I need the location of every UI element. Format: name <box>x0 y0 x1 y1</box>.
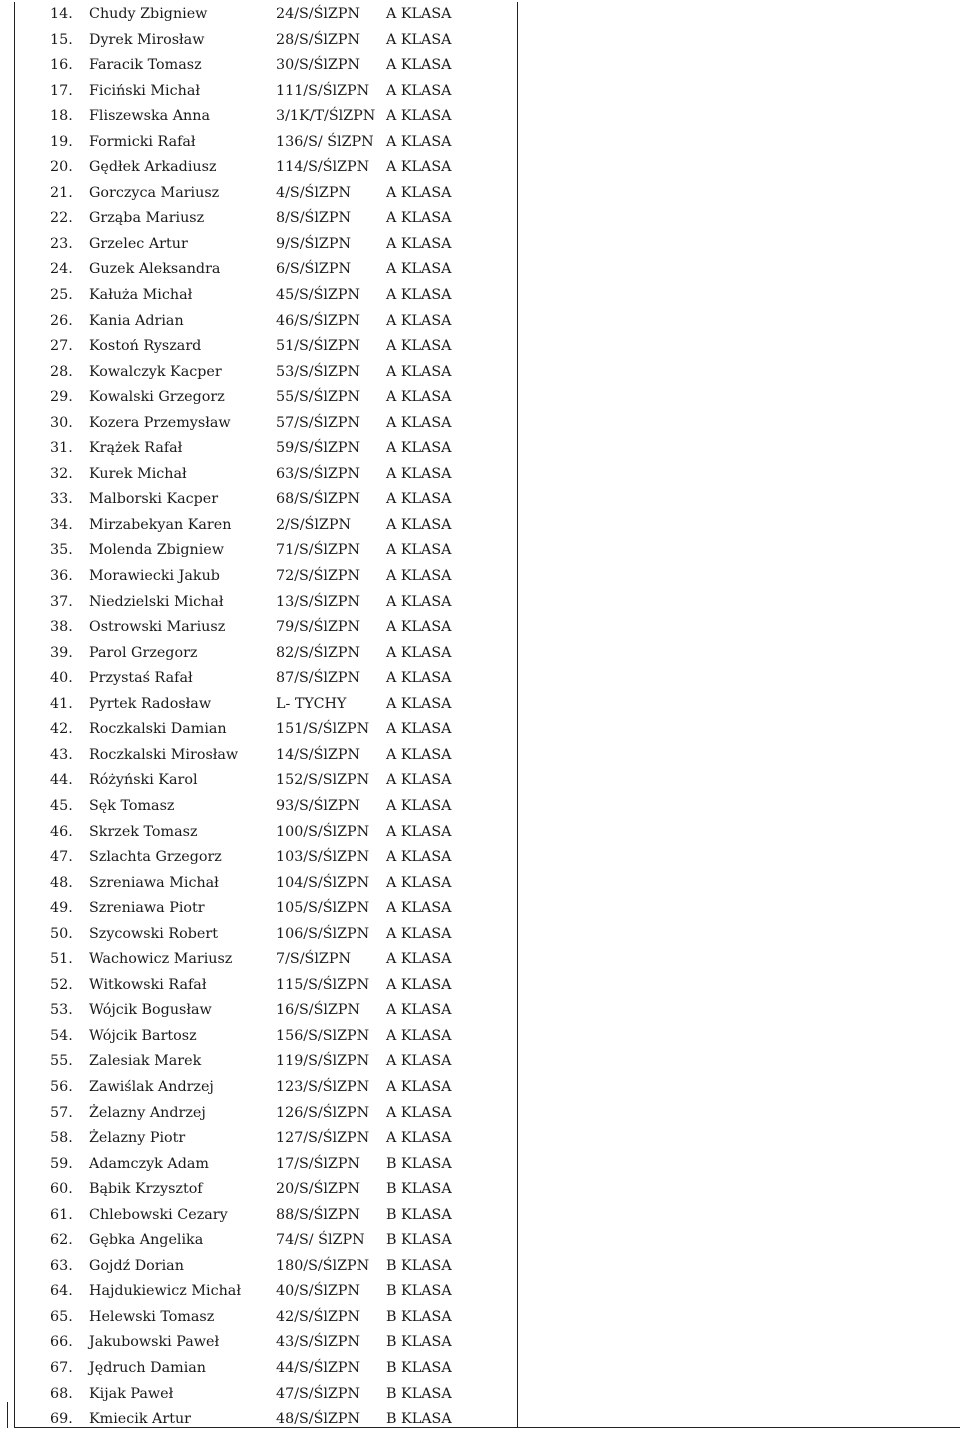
license-number: 136/S/ ŚlZPN <box>276 133 374 150</box>
license-number: 71/S/ŚlZPN <box>276 542 361 559</box>
license-number: 93/S/ŚlZPN <box>276 797 361 814</box>
table-row <box>0 28 517 54</box>
referee-class: A KLASA <box>386 670 452 687</box>
referee-class: A KLASA <box>386 925 452 942</box>
row-number: 62. <box>50 1232 73 1249</box>
row-number: 56. <box>50 1078 73 1095</box>
row-number: 54. <box>50 1027 73 1044</box>
row-number: 32. <box>50 465 73 482</box>
person-name: Zalesiak Marek <box>89 1053 202 1070</box>
person-name: Pyrtek Radosław <box>89 695 212 712</box>
license-number: 45/S/ŚlZPN <box>276 287 361 304</box>
license-number: 88/S/ŚlZPN <box>276 1206 361 1223</box>
license-number: 119/S/ŚlZPN <box>276 1053 370 1070</box>
person-name: Jędruch Damian <box>89 1359 206 1376</box>
row-number: 36. <box>50 568 73 585</box>
person-name: Fliszewska Anna <box>89 108 210 125</box>
person-name: Kowalski Grzegorz <box>89 389 225 406</box>
license-number: 16/S/ŚlZPN <box>276 1002 361 1019</box>
row-number: 55. <box>50 1053 73 1070</box>
table-row <box>0 692 517 718</box>
referee-class: A KLASA <box>386 1053 452 1070</box>
referee-class: A KLASA <box>386 797 452 814</box>
referee-class: A KLASA <box>386 6 452 22</box>
person-name: Faracik Tomasz <box>89 57 202 74</box>
person-name: Gębka Angelika <box>89 1232 204 1249</box>
row-number: 66. <box>50 1334 73 1351</box>
license-number: 2/S/ŚlZPN <box>276 516 351 533</box>
row-number: 15. <box>50 31 73 48</box>
row-number: 23. <box>50 235 73 252</box>
referee-class: B KLASA <box>386 1206 452 1223</box>
referee-class: A KLASA <box>386 312 452 329</box>
person-name: Zawiślak Andrzej <box>89 1078 214 1095</box>
referee-class: A KLASA <box>386 644 452 661</box>
row-number: 64. <box>50 1283 73 1300</box>
table-row <box>0 973 517 999</box>
referee-class: A KLASA <box>386 414 452 431</box>
table-row <box>0 309 517 335</box>
table-row <box>0 1049 517 1075</box>
person-name: Bąbik Krzysztof <box>89 1181 203 1198</box>
license-number: 44/S/ŚlZPN <box>276 1359 361 1376</box>
license-number: 151/S/ŚlZPN <box>276 721 370 738</box>
person-name: Malborski Kacper <box>89 491 219 508</box>
table-row <box>0 820 517 846</box>
row-number: 34. <box>50 516 73 533</box>
license-number: 103/S/ŚlZPN <box>276 849 370 866</box>
person-name: Szreniawa Michał <box>89 874 219 891</box>
row-number: 41. <box>50 695 73 712</box>
person-name: Molenda Zbigniew <box>89 542 224 559</box>
referee-class: A KLASA <box>386 823 452 840</box>
referee-class: A KLASA <box>386 772 452 789</box>
license-number: 6/S/ŚlZPN <box>276 261 351 278</box>
row-number: 63. <box>50 1257 73 1274</box>
row-number: 65. <box>50 1308 73 1325</box>
table-row <box>0 1330 517 1356</box>
license-number: 40/S/ŚlZPN <box>276 1283 361 1300</box>
table-row <box>0 538 517 564</box>
person-name: Chudy Zbigniew <box>89 6 208 22</box>
table-row <box>0 947 517 973</box>
row-number: 22. <box>50 210 73 227</box>
row-number: 48. <box>50 874 73 891</box>
row-number: 51. <box>50 951 73 968</box>
license-number: 20/S/ŚlZPN <box>276 1181 361 1198</box>
person-name: Guzek Aleksandra <box>89 261 221 278</box>
referee-class: A KLASA <box>386 849 452 866</box>
referee-class: B KLASA <box>386 1232 452 1249</box>
referee-class: A KLASA <box>386 210 452 227</box>
license-number: 156/S/SlZPN <box>276 1027 370 1044</box>
person-name: Roczkalski Damian <box>89 721 227 738</box>
person-name: Żelazny Piotr <box>89 1130 186 1147</box>
referee-class: A KLASA <box>386 491 452 508</box>
table-row <box>0 130 517 156</box>
referee-class: B KLASA <box>386 1334 452 1351</box>
referee-class: B KLASA <box>386 1385 452 1402</box>
row-number: 37. <box>50 593 73 610</box>
license-number: 4/S/ŚlZPN <box>276 184 351 201</box>
referee-class: A KLASA <box>386 184 452 201</box>
table-row <box>0 462 517 488</box>
table-row <box>0 666 517 692</box>
row-number: 26. <box>50 312 73 329</box>
row-number: 68. <box>50 1385 73 1402</box>
person-name: Jakubowski Paweł <box>89 1334 220 1351</box>
referee-class: A KLASA <box>386 1104 452 1121</box>
license-number: 7/S/ŚlZPN <box>276 951 351 968</box>
referee-class: B KLASA <box>386 1359 452 1376</box>
person-name: Kozera Przemysław <box>89 414 231 431</box>
row-number: 61. <box>50 1206 73 1223</box>
referee-class: A KLASA <box>386 440 452 457</box>
license-number: 126/S/ŚlZPN <box>276 1104 370 1121</box>
license-number: 106/S/ŚlZPN <box>276 925 370 942</box>
license-number: 59/S/ŚlZPN <box>276 440 361 457</box>
table-row <box>0 283 517 309</box>
table-row <box>0 1305 517 1331</box>
license-number: 51/S/ŚlZPN <box>276 338 361 355</box>
row-number: 30. <box>50 414 73 431</box>
row-number: 21. <box>50 184 73 201</box>
row-number: 43. <box>50 746 73 763</box>
row-number: 33. <box>50 491 73 508</box>
table-row <box>0 206 517 232</box>
row-number: 20. <box>50 159 73 176</box>
referee-list <box>0 2 517 1433</box>
table-row <box>0 436 517 462</box>
referee-class: A KLASA <box>386 465 452 482</box>
table-row <box>0 2 517 28</box>
table-row <box>0 922 517 948</box>
license-number: 63/S/ŚlZPN <box>276 465 361 482</box>
referee-class: A KLASA <box>386 593 452 610</box>
referee-class: A KLASA <box>386 568 452 585</box>
table-row <box>0 1407 517 1433</box>
license-number: 152/S/SlZPN <box>276 772 370 789</box>
table-row <box>0 794 517 820</box>
table-row <box>0 155 517 181</box>
row-number: 44. <box>50 772 73 789</box>
table-row <box>0 896 517 922</box>
license-number: 42/S/ŚlZPN <box>276 1308 361 1325</box>
person-name: Roczkalski Mirosław <box>89 746 239 763</box>
person-name: Szreniawa Piotr <box>89 900 205 917</box>
license-number: 123/S/ŚlZPN <box>276 1078 370 1095</box>
license-number: 57/S/ŚlZPN <box>276 414 361 431</box>
person-name: Szycowski Robert <box>89 925 218 942</box>
row-number: 18. <box>50 108 73 125</box>
license-number: 13/S/ŚlZPN <box>276 593 361 610</box>
referee-class: A KLASA <box>386 31 452 48</box>
table-row <box>0 1101 517 1127</box>
referee-class: A KLASA <box>386 721 452 738</box>
person-name: Morawiecki Jakub <box>89 568 220 585</box>
referee-class: B KLASA <box>386 1283 452 1300</box>
person-name: Grzelec Artur <box>89 235 188 252</box>
row-number: 57. <box>50 1104 73 1121</box>
person-name: Helewski Tomasz <box>89 1308 215 1325</box>
table-row <box>0 334 517 360</box>
referee-class: A KLASA <box>386 746 452 763</box>
person-name: Różyński Karol <box>89 772 198 789</box>
license-number: 115/S/ŚlZPN <box>276 976 370 993</box>
person-name: Formicki Rafał <box>89 133 196 150</box>
referee-class: A KLASA <box>386 900 452 917</box>
referee-class: A KLASA <box>386 133 452 150</box>
license-number: 9/S/ŚlZPN <box>276 235 351 252</box>
table-row <box>0 1203 517 1229</box>
table-row <box>0 1228 517 1254</box>
referee-class: A KLASA <box>386 108 452 125</box>
table-row <box>0 743 517 769</box>
license-number: 74/S/ ŚlZPN <box>276 1232 365 1249</box>
license-number: 24/S/ŚlZPN <box>276 6 361 22</box>
table-row <box>0 104 517 130</box>
person-name: Gędłek Arkadiusz <box>89 159 217 176</box>
license-number: 68/S/ŚlZPN <box>276 491 361 508</box>
person-name: Kowalczyk Kacper <box>89 363 222 380</box>
license-number: 87/S/ŚlZPN <box>276 670 361 687</box>
person-name: Przystaś Rafał <box>89 670 193 687</box>
license-number: 105/S/ŚlZPN <box>276 900 370 917</box>
row-number: 35. <box>50 542 73 559</box>
person-name: Skrzek Tomasz <box>89 823 198 840</box>
row-number: 16. <box>50 57 73 74</box>
row-number: 49. <box>50 900 73 917</box>
row-number: 67. <box>50 1359 73 1376</box>
table-row <box>0 1356 517 1382</box>
table-row <box>0 1152 517 1178</box>
row-number: 24. <box>50 261 73 278</box>
license-number: 17/S/ŚlZPN <box>276 1155 361 1172</box>
row-number: 42. <box>50 721 73 738</box>
row-number: 27. <box>50 338 73 355</box>
table-row <box>0 411 517 437</box>
license-number: 48/S/ŚlZPN <box>276 1411 361 1428</box>
row-number: 39. <box>50 644 73 661</box>
row-number: 69. <box>50 1411 73 1428</box>
referee-class: B KLASA <box>386 1257 452 1274</box>
table-row <box>0 590 517 616</box>
license-number: 79/S/ŚlZPN <box>276 619 361 636</box>
row-number: 58. <box>50 1130 73 1147</box>
table-row <box>0 53 517 79</box>
referee-class: A KLASA <box>386 542 452 559</box>
license-number: 8/S/ŚlZPN <box>276 210 351 227</box>
row-number: 38. <box>50 619 73 636</box>
person-name: Grząba Mariusz <box>89 210 205 227</box>
person-name: Parol Grzegorz <box>89 644 198 661</box>
referee-class: A KLASA <box>386 516 452 533</box>
referee-class: A KLASA <box>386 235 452 252</box>
license-number: 28/S/ŚlZPN <box>276 31 361 48</box>
license-number: 180/S/ŚlZPN <box>276 1257 370 1274</box>
table-row <box>0 871 517 897</box>
person-name: Dyrek Mirosław <box>89 31 205 48</box>
referee-class: A KLASA <box>386 1002 452 1019</box>
license-number: 3/1K/T/ŚlZPN <box>276 108 376 125</box>
row-number: 60. <box>50 1181 73 1198</box>
referee-class: A KLASA <box>386 951 452 968</box>
license-number: 127/S/ŚlZPN <box>276 1130 370 1147</box>
referee-class: A KLASA <box>386 287 452 304</box>
table-row <box>0 1024 517 1050</box>
license-number: 104/S/ŚlZPN <box>276 874 370 891</box>
table-row <box>0 360 517 386</box>
license-number: 82/S/ŚlZPN <box>276 644 361 661</box>
referee-class: A KLASA <box>386 1027 452 1044</box>
column-divider <box>517 2 518 1428</box>
referee-class: A KLASA <box>386 695 452 712</box>
table-row <box>0 1075 517 1101</box>
person-name: Witkowski Rafał <box>89 976 207 993</box>
person-name: Gojdź Dorian <box>89 1257 184 1274</box>
person-name: Kostoń Ryszard <box>89 338 202 355</box>
referee-class: B KLASA <box>386 1411 452 1428</box>
person-name: Wachowicz Mariusz <box>89 951 233 968</box>
table-row <box>0 615 517 641</box>
person-name: Mirzabekyan Karen <box>89 516 232 533</box>
license-number: 53/S/ŚlZPN <box>276 363 361 380</box>
person-name: Wójcik Bogusław <box>89 1002 212 1019</box>
row-number: 25. <box>50 287 73 304</box>
referee-class: A KLASA <box>386 1078 452 1095</box>
table-row <box>0 1279 517 1305</box>
row-number: 29. <box>50 389 73 406</box>
referee-class: A KLASA <box>386 338 452 355</box>
row-number: 50. <box>50 925 73 942</box>
referee-class: A KLASA <box>386 976 452 993</box>
person-name: Sęk Tomasz <box>89 797 175 814</box>
row-number: 52. <box>50 976 73 993</box>
license-number: 114/S/ŚlZPN <box>276 159 370 176</box>
row-number: 14. <box>50 6 73 22</box>
license-number: 100/S/ŚlZPN <box>276 823 370 840</box>
person-name: Kałuża Michał <box>89 287 193 304</box>
license-number: 14/S/ŚlZPN <box>276 746 361 763</box>
person-name: Kijak Paweł <box>89 1385 174 1402</box>
referee-class: A KLASA <box>386 1130 452 1147</box>
table-row <box>0 385 517 411</box>
row-number: 47. <box>50 849 73 866</box>
row-number: 28. <box>50 363 73 380</box>
person-name: Kurek Michał <box>89 465 187 482</box>
row-number: 17. <box>50 82 73 99</box>
person-name: Niedzielski Michał <box>89 593 224 610</box>
person-name: Ficiński Michał <box>89 82 200 99</box>
license-number: 30/S/ŚlZPN <box>276 57 361 74</box>
license-number: 72/S/ŚlZPN <box>276 568 361 585</box>
license-number: L- TYCHY <box>276 695 347 712</box>
table-row <box>0 487 517 513</box>
referee-class: A KLASA <box>386 619 452 636</box>
person-name: Ostrowski Mariusz <box>89 619 226 636</box>
referee-class: B KLASA <box>386 1155 452 1172</box>
table-row <box>0 564 517 590</box>
license-number: 46/S/ŚlZPN <box>276 312 361 329</box>
table-row <box>0 79 517 105</box>
license-number: 111/S/ŚlZPN <box>276 82 370 99</box>
person-name: Gorczyca Mariusz <box>89 184 220 201</box>
person-name: Chlebowski Cezary <box>89 1206 228 1223</box>
person-name: Krążek Rafał <box>89 440 183 457</box>
table-row <box>0 845 517 871</box>
person-name: Hajdukiewicz Michał <box>89 1283 241 1300</box>
table-row <box>0 998 517 1024</box>
row-number: 45. <box>50 797 73 814</box>
referee-class: A KLASA <box>386 261 452 278</box>
person-name: Kania Adrian <box>89 312 184 329</box>
table-row <box>0 513 517 539</box>
license-number: 43/S/ŚlZPN <box>276 1334 361 1351</box>
referee-class: A KLASA <box>386 874 452 891</box>
table-row <box>0 1177 517 1203</box>
table-row <box>0 768 517 794</box>
person-name: Szlachta Grzegorz <box>89 849 222 866</box>
person-name: Żelazny Andrzej <box>89 1104 206 1121</box>
referee-class: A KLASA <box>386 363 452 380</box>
referee-class: A KLASA <box>386 389 452 406</box>
table-row <box>0 1126 517 1152</box>
table-row <box>0 257 517 283</box>
table-row <box>0 1254 517 1280</box>
table-row <box>0 1382 517 1408</box>
row-number: 53. <box>50 1002 73 1019</box>
table-row <box>0 641 517 667</box>
row-number: 46. <box>50 823 73 840</box>
person-name: Wójcik Bartosz <box>89 1027 197 1044</box>
row-number: 59. <box>50 1155 73 1172</box>
referee-class: A KLASA <box>386 57 452 74</box>
table-row <box>0 232 517 258</box>
table-row <box>0 181 517 207</box>
row-number: 31. <box>50 440 73 457</box>
license-number: 55/S/ŚlZPN <box>276 389 361 406</box>
person-name: Kmiecik Artur <box>89 1411 192 1428</box>
referee-class: B KLASA <box>386 1308 452 1325</box>
referee-class: A KLASA <box>386 82 452 99</box>
row-number: 19. <box>50 133 73 150</box>
person-name: Adamczyk Adam <box>89 1155 209 1172</box>
table-row <box>0 717 517 743</box>
license-number: 47/S/ŚlZPN <box>276 1385 361 1402</box>
referee-class: A KLASA <box>386 159 452 176</box>
row-number: 40. <box>50 670 73 687</box>
referee-class: B KLASA <box>386 1181 452 1198</box>
